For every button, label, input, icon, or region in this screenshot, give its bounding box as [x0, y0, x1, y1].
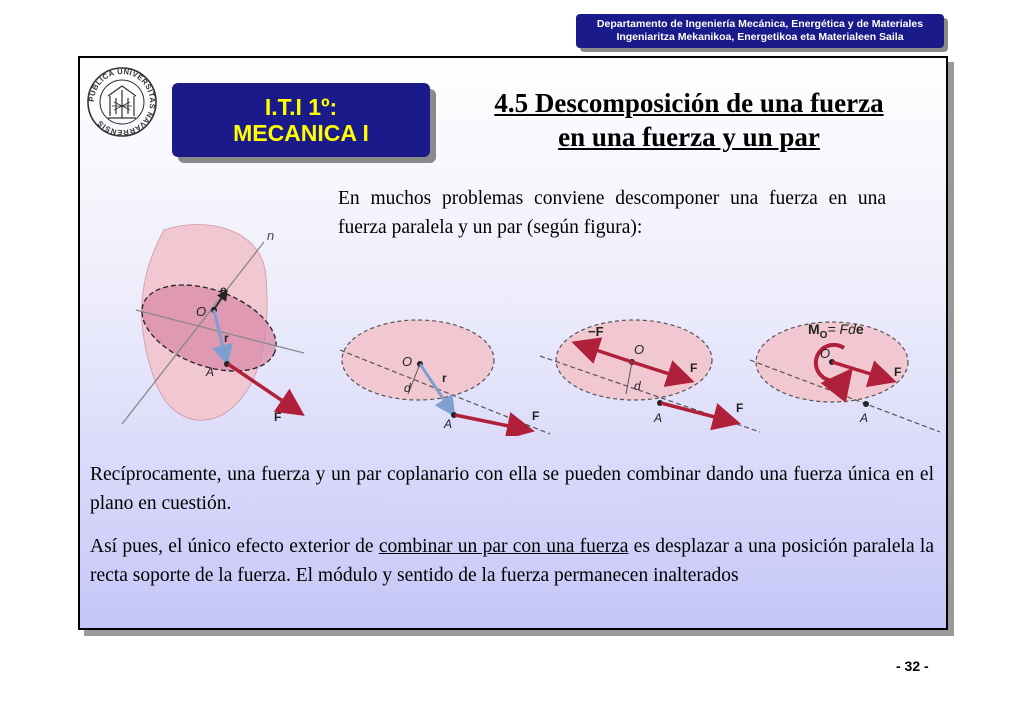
- fig1-label-r: r: [224, 331, 229, 345]
- conclusion-text-before: Así pues, el único efecto exterior de: [90, 536, 379, 557]
- fig4-moment-subscript: O: [819, 330, 828, 341]
- slide-frame: [78, 56, 948, 630]
- department-name-es: Departamento de Ingeniería Mecánica, Energética y de Materiales: [596, 18, 924, 30]
- course-badge: [172, 83, 430, 157]
- title-line-2: en una fuerza y un par: [558, 122, 820, 152]
- fig3-label-F: F: [690, 361, 698, 375]
- fig3-label-d: d: [634, 379, 641, 393]
- figure-force-at-A: [338, 316, 558, 436]
- fig3-label-O: O: [634, 342, 645, 357]
- fig2-label-F: F: [532, 409, 540, 423]
- fig2-label-A: A: [444, 417, 453, 431]
- fig2-label-r: r: [442, 371, 447, 385]
- fig4-moment-eq: = Fd: [827, 321, 856, 337]
- figure-3d-body: [114, 218, 324, 430]
- reciprocal-paragraph: Recíprocamente, una fuerza y un par coplanario con ella se pueden combinar dando una fuerza única en el plano en cuestión.: [90, 464, 934, 514]
- title-line-1: 4.5 Descomposición de una fuerza: [494, 88, 884, 118]
- conclusion-paragraph: [90, 532, 934, 590]
- fig2-label-O: O: [402, 354, 413, 369]
- figure-force-and-couple: [748, 312, 944, 436]
- fig3-label-F2: F: [736, 401, 744, 415]
- fig4-moment-symbol: M: [808, 321, 820, 337]
- fig1-label-O: O: [196, 304, 207, 319]
- fig4-moment-e: e: [855, 321, 864, 337]
- fig2-label-d: d: [404, 381, 411, 395]
- fig4-label-O: O: [820, 346, 831, 361]
- fig1-label-e: e: [220, 283, 227, 297]
- fig3-label-A: A: [654, 411, 663, 425]
- department-header: [576, 14, 944, 48]
- course-level: I.T.I 1º:: [264, 94, 338, 120]
- course-name: MECANICA I: [233, 120, 369, 146]
- fig3-label-minus-F: −F: [588, 324, 604, 339]
- university-seal: [86, 66, 158, 138]
- seal-text: PUBLICA UNIVERSITAS NAVARRENSIS: [86, 66, 158, 138]
- department-name-eu: Ingeniaritza Mekanikoa, Energetikoa eta Materialeen Saila: [616, 31, 904, 43]
- page-title: [450, 86, 928, 154]
- figure-equal-opposite-forces: [538, 310, 764, 436]
- conclusion-underlined: combinar un par con una fuerza: [378, 536, 629, 557]
- fig1-label-F: F: [274, 410, 282, 424]
- fig4-label-F: F: [894, 365, 902, 379]
- conclusion-text-after: es desplazar a una posición paralela la recta soporte de la fuerza. El módulo y sentido de la fuerza permanecen inalterados: [90, 536, 934, 586]
- fig1-label-A: A: [206, 365, 215, 379]
- fig4-label-A: A: [860, 411, 869, 425]
- page-number: - 32 -: [896, 658, 929, 674]
- fig1-label-n: n: [267, 228, 275, 243]
- intro-paragraph: En muchos problemas conviene descomponer una fuerza en una fuerza paralela y un par (según figura):: [338, 188, 886, 238]
